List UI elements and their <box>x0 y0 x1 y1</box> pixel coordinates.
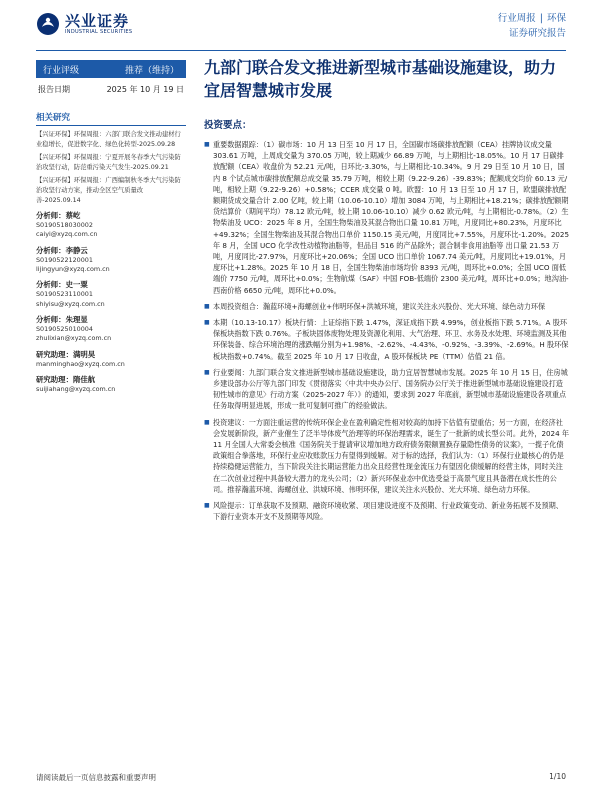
logo-mark-icon <box>36 12 60 36</box>
company-logo <box>36 12 132 36</box>
assistant-name: 研究助理：隋佳航 <box>36 374 96 384</box>
report-date <box>36 78 186 95</box>
analyst-email[interactable]: lijingyun@xyzq.com.cn <box>36 265 110 274</box>
related-research-item[interactable]: 【兴证环保】环保周报：广西编制秋冬季大气污染防治攻坚行动方案，推动全区空气质量改善-2025.09.14 <box>36 177 181 204</box>
logo-english-name: INDUSTRIAL SECURITIES <box>65 28 133 35</box>
report-sector: 环保 <box>546 13 566 24</box>
report-date-value: 2025 年 10 月 19 日 <box>106 85 184 94</box>
assistant-entry <box>36 349 186 369</box>
related-research-heading: 相关研究 <box>36 111 186 126</box>
analyst-name: 分析师：李静云 <box>36 245 88 255</box>
report-title: 九部门联合发文推进新型城市基础设施建设，助力宜居智慧城市发展 <box>204 58 557 100</box>
related-research-item[interactable]: 【兴证环保】环保周报：六部门联合发文推动建材行业稳增长，促进数字化、绿色化转型-2025.09.28 <box>36 131 181 148</box>
risk-warning-point: ■ 风险提示：订单获取不及预期、融资环境收紧、项目建设进度不及预期、行业政策变动、新业务拓展不及预期、下游行业资本开支不及预期等风险。 <box>204 500 570 522</box>
page-number: 1/10 <box>549 772 566 781</box>
report-subtitle: 证券研究报告 <box>508 28 566 39</box>
analyst-name: 分析师：蔡屹 <box>36 211 81 221</box>
assistant-entry <box>36 374 186 394</box>
report-date-label: 报告日期 <box>38 85 70 94</box>
investment-points-list <box>204 139 570 523</box>
analyst-entry <box>36 314 186 344</box>
assistant-email[interactable]: manminghao@xyzq.com.cn <box>36 359 125 368</box>
analyst-license: S0190523110001 <box>36 290 93 299</box>
analyst-entry <box>36 279 186 309</box>
analyst-license: S0190522120001 <box>36 255 93 264</box>
analyst-license: S0190525010004 <box>36 324 93 333</box>
report-category <box>498 12 566 40</box>
analyst-email[interactable]: caiyi@xyzq.com.cn <box>36 230 98 239</box>
weekly-portfolio-point: ■ 本周投资组合：瀚蓝环境+海螺创业+伟明环保+洪城环境，建议关注永兴股份、光大环境、绿色动力环保 <box>204 301 570 312</box>
industry-news-point: ■ 行业要闻：九部门联合发文推进新型城市基础设施建设，助力宜居智慧城市发展。2025 年 10 月 15 日，住房城乡建设部办公厅等九部门印发《贯彻落实〈中共中央办公厅、国务院办公厅关于推进新型城市基础设施建设打造韧性城市的意见〉行动方案（2025-2027 年）》的通知，要求到 2027 年底前，新型城市基础设施建设各项重点任务取得明显进展，形成一批可复制可推广的经验做法。 <box>204 367 570 412</box>
industry-rating <box>36 60 186 78</box>
analyst-name: 分析师：朱理显 <box>36 314 88 324</box>
analyst-license: S0190518030002 <box>36 221 93 230</box>
analyst-entry <box>36 245 186 275</box>
analyst-entry <box>36 210 186 240</box>
investment-advice-point: ■ 投资建议：一方面注重运营的传统环保企业在盈利确定性相对较高的加持下估值有望重估；另一方面，在经济社会发展新阶段，新产业催生了泛半导体废气治理等的环保治理需求，诞生了一批新的成长型公司。此外，2024 年 11 月全国人大常委会核准《国务院关于提请审议增加地方政府债务限额置换存量隐性债务的议案》，一揽子化债政策组合拳落地，环保行业应收账款压力有望得到缓解。对于标的选择，我们认为：（1）环保行业最核心的仍是持续稳健运营能力，当下阶段关注长期运营能力出众且经营性现金流压力有望因化债缓解的经营主体，同时关注在二次创业过程中具备较大潜力的龙头公司；（2）新兴环保业态中优选受益于高景气度且具备潜在成长性的公司。推荐瀚蓝环境、海螺创业、洪城环境、伟明环保，建议关注永兴股份、光大环境、绿色动力环保。 <box>204 417 570 495</box>
investment-points-heading: 投资要点： <box>204 120 252 131</box>
analyst-list <box>36 210 186 394</box>
sector-market-point: ■ 本期（10.13-10.17）板块行情：上证综指下跌 1.47%，深证成指下跌 4.99%，创业板指下跌 5.71%。A 股环保板块指数下跌 0.76%。子板块固体废物处理及资源化利用、大气治理、环卫、水务及水处理、环境监测及其他环保装备、综合环境治理的涨跌幅分别为+1.98%、-2.62%、-4.43%、-0.92%、-3.39%、-2.69%。H 股环保板块指数+0.74%。截至 2025 年 10 月 17 日收盘，A 股环保板块 PE（TTM）估值 21 倍。 <box>204 317 570 362</box>
analyst-name: 分析师：史一粟 <box>36 280 88 290</box>
related-research-list <box>36 130 186 205</box>
header-separator: | <box>539 13 543 24</box>
analyst-email[interactable]: zhulixian@xyzq.com.cn <box>36 334 112 343</box>
page-header <box>0 0 600 50</box>
sidebar <box>36 60 186 394</box>
rating-label: 行业评级 <box>43 65 80 76</box>
assistant-email[interactable]: suijiahang@xyzq.com.cn <box>36 384 116 393</box>
assistant-name: 研究助理：满明昊 <box>36 349 96 359</box>
analyst-email[interactable]: shiyisu@xyzq.com.cn <box>36 299 105 308</box>
header-divider <box>36 50 566 51</box>
rating-value: 推荐（维持） <box>124 65 179 76</box>
key-data-tracking-point: ■ 重要数据跟踪：（1）碳市场：10 月 13 日至 10 月 17 日，全国碳市场碳排放配额（CEA）挂牌协议成交量 303.61 万吨，上周成交量为 370.05 万吨，较上期减少 66.89 万吨，与上期相比-18.05%。10 月 17 日碳排放配额（CEA）收盘价为 52.21 元/吨，日环比-3.30%，与上期相比-10.34%。9 月 29 日至 10 月 10 日，国内 8 个试点城市碳排放配额总成交量 35.79 万吨，相较上期（9.22-9.26）-39.83%；配额成交均价 60.13 元/吨，相较上期（9.22-9.26）+0.58%；CCER 成交量 0 吨。欧盟：10 月 13 日至 10 月 17 日，欧盟碳排放配额期货成交量合计 2.00 亿吨，较上期（10.06-10.10）增加 3084 万吨，与上期相比+18.21%；碳排放配额期货结算价（期间平均）78.12 欧元/吨，较上期 10.06-10.10）减少 0.62 欧元/吨，与上期相比-0.78%。（2）生物柴油及 UCO：2025 年 8 月，全国生物柴油及其混合物出口量 10.81 万吨，月度同比+80.23%，月度环比+49.32%；全国生物柴油及其混合物出口单价 1150.15 美元/吨，月度同比+7.55%，月度环比-1.20%。2025 年 8 月，全国 UCO 化学改性动植物油脂等，但品目 516 的产品除外；混合制非食用油脂等 出口量 21.53 万吨，月度同比-27.97%，月度环比+20.06%；全国 UCO 出口单价 1067.74 美元/吨，月度同比+19.01%，月度环比+1.28%。2025 年 10 月 18 日，全国生物柴油市场均价 8393 元/吨，周环比+0.0%；全国 UCO 面低端价 7750 元/吨，周环比+0.0%；生物航煤（SAF）中国 FOB-低端价 2300 美元/吨，周环比+0.0%；地沟油-西南价格 6650 元/吨，周环比+0.0%。 <box>204 139 570 296</box>
report-type: 行业周报 <box>497 13 536 24</box>
related-research-item[interactable]: 【兴证环保】环保周报：宁夏开展冬春季大气污染防治攻坚行动，防范重污染天气发生-2025.09.21 <box>36 154 181 171</box>
logo-name: 兴业证券 <box>65 11 130 30</box>
main-content <box>204 117 570 528</box>
footer-disclaimer: 请阅读最后一页信息披露和重要声明 <box>36 773 156 782</box>
